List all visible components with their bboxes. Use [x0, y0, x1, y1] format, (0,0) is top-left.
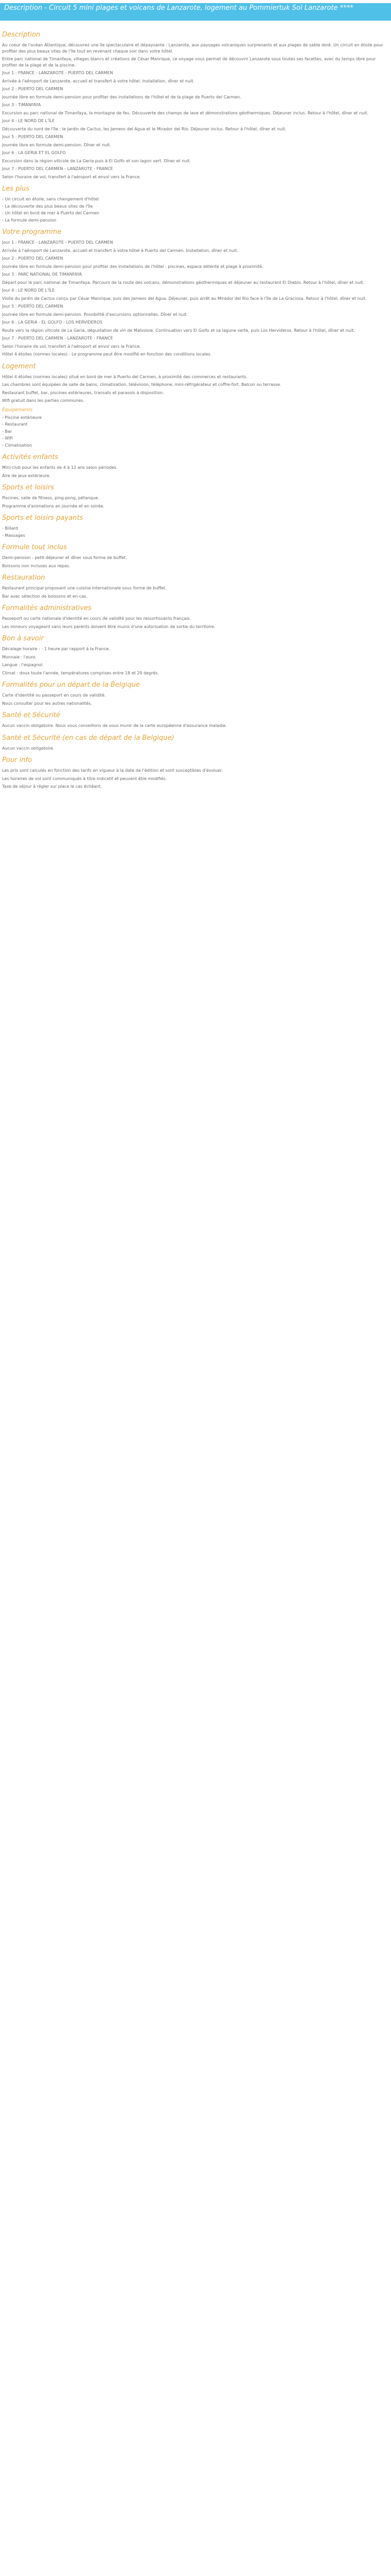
paragraph: Hôtel 4 étoiles (normes locales) situé en bord de mer à Puerto del Carmen, à proximité des commerces et restaurants. — [2, 374, 248, 379]
list-item: - Un circuit en étoile, sans changement d'hôtel — [2, 197, 99, 201]
section-title-sports-payants: Sports et loisirs payants — [2, 514, 83, 522]
list-item: - La formule demi-pension — [2, 217, 57, 223]
section-title-sante: Santé et Sécurité — [2, 711, 60, 719]
paragraph: Décalage horaire : - 1 heure par rapport à la France. — [2, 647, 110, 651]
list-item: - La découverte des plus beaux sites de l'île — [2, 204, 93, 209]
paragraph: Climat : doux toute l'année, températures comprises entre 18 et 29 degrés. — [2, 670, 159, 675]
section-title-bon-a-savoir: Bon à savoir — [2, 635, 44, 642]
paragraph: Visite du Jardin de Cactus conçu par César Manrique, puis des Jameos del Agua. Déjeuner, puis arrêt au Mirador del Río face à l'île de La Graciosa. Retour à l'hôtel, dîner et nuit. — [2, 296, 367, 301]
list-item: - Climatisation — [2, 443, 32, 448]
paragraph: Piscines, salle de fitness, ping-pong, pétanque. — [2, 496, 100, 500]
sante-belgique-body — [2, 745, 389, 752]
sante-body — [2, 723, 389, 729]
paragraph: Restaurant buffet, bar, piscines extérieures, transats et parasols à disposition. — [2, 390, 164, 395]
section-title-les-plus: Les plus — [2, 185, 30, 193]
formalites-belgique-body — [2, 692, 389, 706]
list-item: - Piscine extérieure — [2, 415, 42, 420]
section-title-activites: Activités enfants — [2, 453, 58, 461]
paragraph: Les chambres sont équipées de salle de bains, climatisation, télévision, téléphone, mini-réfrigérateur et coffre-fort. Balcon ou terrasse. — [2, 382, 282, 387]
section-title-programme: Votre programme — [2, 228, 62, 236]
restauration-body — [2, 585, 389, 599]
programme-note: Hôtel 4 étoiles (normes locales) - Le programme peut être modifié en fonction des conditions locales. — [2, 352, 212, 357]
paragraph: Jour 4 : LE NORD DE L'ÎLE — [2, 118, 55, 123]
paragraph: Selon l'horaire de vol, transfert à l'aéroport et envol vers la France. — [2, 344, 141, 349]
description-body — [2, 42, 389, 180]
section-title-equipements: Équipements — [2, 407, 33, 413]
equipements-list — [2, 415, 389, 449]
paragraph: Monnaie : l'euro. — [2, 654, 37, 659]
paragraph: Passeport ou carte nationale d'identité en cours de validité pour les ressortissants français. — [2, 616, 191, 621]
paragraph: Boissons non incluses aux repas. — [2, 563, 70, 568]
paragraph: Journée libre en formule demi-pension pour profiter des installations de l'hôtel et de la plage de Puerto del Carmen. — [2, 94, 241, 99]
paragraph: Route vers la région viticole de La Geria, dégustation de vin de Malvoisie. Continuation vers El Golfo et sa lagune verte, puis Los Hervideros. Retour à l'hôtel, dîner et nuit. — [2, 328, 355, 333]
logement-body — [2, 374, 389, 404]
paragraph: Arrivée à l'aéroport de Lanzarote, accueil et transfert à votre hôtel. Installation, dîner et nuit. — [2, 78, 194, 83]
paragraph: Mini-club pour les enfants de 4 à 12 ans selon périodes. — [2, 465, 118, 470]
paragraph: Journée libre en formule demi-pension pour profiter des installations de l'hôtel : piscines, espace détente et plage à proximité. — [2, 264, 264, 269]
section-title-description: Description — [2, 31, 41, 39]
sports-payants-list — [2, 526, 389, 538]
section-title-sante-belgique: Santé et Sécurité (en cas de départ de la Belgique) — [2, 734, 174, 742]
formalites-body — [2, 616, 389, 630]
paragraph: Jour 3 : TIMANFAYA — [2, 103, 41, 107]
paragraph: Jour 5 : PUERTO DEL CARMEN — [2, 134, 63, 139]
paragraph: Journée libre en formule demi-pension. Dîner et nuit. — [2, 142, 111, 147]
paragraph: Découverte du nord de l'île : le Jardin de Cactus, les Jameos del Agua et le Mirador del Río. Déjeuner inclus. Retour à l'hôtel, dîner et nuit. — [2, 126, 286, 131]
paragraph: Journée libre en formule demi-pension. Possibilité d'excursions optionnelles. Dîner et nuit. — [2, 312, 188, 317]
paragraph: Les mineurs voyageant sans leurs parents doivent être munis d'une autorisation de sortie du territoire. — [2, 624, 216, 629]
paragraph: Demi-pension : petit-déjeuner et dîner sous forme de buffet. — [2, 555, 127, 560]
section-title-pour-info: Pour info — [2, 756, 32, 764]
paragraph: Jour 6 : LA GERIA ET EL GOLFO — [2, 150, 66, 155]
paragraph: Jour 1 : FRANCE - LANZAROTE - PUERTO DEL CARMEN — [2, 71, 113, 75]
page-title: Description - Circuit 5 mini plages et volcans de Lanzarote, logement au Pommiertuk Sol Lanzarote **** — [4, 4, 353, 12]
paragraph: Langue : l'espagnol. — [2, 663, 44, 667]
pour-info-body — [2, 768, 389, 790]
paragraph: Restaurant principal proposant une cuisine internationale sous forme de buffet. — [2, 586, 167, 590]
section-title-sports: Sports et loisirs — [2, 484, 54, 492]
list-item: - Un hôtel en bord de mer à Puerto del Carmen — [2, 211, 100, 215]
paragraph: Wifi gratuit dans les parties communes. — [2, 398, 85, 403]
list-item: - Restaurant — [2, 422, 28, 427]
paragraph: Les prix sont calculés en fonction des tarifs en vigueur à la date de l'édition et sont susceptibles d'évoluer. — [2, 768, 223, 773]
section-title-formalites-belgique: Formalités pour un départ de la Belgique — [2, 681, 140, 689]
paragraph: Selon l'horaire de vol, transfert à l'aéroport et envol vers la France. — [2, 174, 141, 179]
formule-body — [2, 555, 389, 569]
content — [0, 26, 391, 792]
section-title-formule: Formule tout inclus — [2, 544, 67, 551]
paragraph: Excursion dans la région viticole de La Geria puis à El Golfo et son lagon vert. Dîner et nuit. — [2, 158, 191, 163]
paragraph: Aucun vaccin obligatoire. — [2, 745, 55, 751]
paragraph: Nous consulter pour les autres nationalités. — [2, 701, 92, 706]
paragraph: Jour 2 : PUERTO DEL CARMEN — [2, 87, 63, 91]
bon-a-savoir-body — [2, 646, 389, 676]
les-plus-list — [2, 196, 389, 223]
paragraph: Jour 3 : PARC NATIONAL DE TIMANFAYA — [2, 272, 82, 277]
paragraph: Programme d'animations en journée et en soirée. — [2, 503, 105, 509]
paragraph: Excursion au parc national de Timanfaya, la montagne de feu. Découverte des champs de lave et démonstrations géothermiques. Déjeuner inclus. Retour à l'hôtel, dîner et nuit. — [2, 110, 369, 115]
paragraph: Jour 7 : PUERTO DEL CARMEN - LANZAROTE - FRANCE — [2, 166, 113, 171]
list-item: - Massages — [2, 533, 25, 538]
programme-body — [2, 240, 389, 349]
paragraph: Aucun vaccin obligatoire. Nous vous conseillons de vous munir de la carte européenne d'assurance maladie. — [2, 723, 227, 728]
section-title-logement: Logement — [2, 362, 36, 370]
paragraph: Carte d'identité ou passeport en cours de validité. — [2, 693, 106, 698]
paragraph: Entre parc national de Timanfaya, villages blancs et créations de César Manrique, ce voyage vous permet de découvrir Lanzarote sous toutes ses facettes, avec du temps libre pour profiter de la plage et de la piscine. — [2, 57, 376, 67]
paragraph: Aire de jeux extérieure. — [2, 473, 51, 478]
activites-body — [2, 465, 389, 479]
paragraph: Jour 6 : LA GERIA - EL GOLFO - LOS HERVIDEROS — [2, 320, 103, 325]
title-bar — [0, 3, 391, 21]
paragraph: Jour 1 : FRANCE - LANZAROTE - PUERTO DEL CARMEN — [2, 240, 113, 245]
paragraph: Bar avec sélection de boissons et en-cas. — [2, 594, 88, 599]
section-title-restauration: Restauration — [2, 574, 45, 582]
sports-body — [2, 495, 389, 509]
paragraph: Jour 5 : PUERTO DEL CARMEN — [2, 304, 63, 309]
paragraph: Taxe de séjour à régler sur place le cas échéant. — [2, 784, 102, 789]
list-item: - Bar — [2, 429, 12, 434]
list-item: - Wifi — [2, 436, 13, 440]
paragraph: Jour 7 : PUERTO DEL CARMEN - LANZAROTE - FRANCE — [2, 336, 113, 341]
paragraph: Les horaires de vol sont communiqués à titre indicatif et peuvent être modifiés. — [2, 776, 167, 781]
paragraph: Arrivée à l'aéroport de Lanzarote, accueil et transfert à votre hôtel à Puerto del Carmen. Installation, dîner et nuit. — [2, 248, 238, 253]
paragraph: Au coeur de l'océan Atlantique, découvrez une île spectaculaire et dépaysante : Lanzarote, aux paysages volcaniques surprenants et aux plages de sable doré. Un circuit en étoile pour profiter des plus beaux sites de l'île tout en revenant chaque soir dans votre hôtel. — [2, 43, 383, 54]
section-title-formalites: Formalités administratives — [2, 604, 92, 612]
list-item: - Billard — [2, 526, 18, 531]
paragraph: Jour 4 : LE NORD DE L'ÎLE — [2, 288, 55, 293]
paragraph: Départ pour le parc national de Timanfaya. Parcours de la route des volcans, démonstrations géothermiques et déjeuner au restaurant El Diablo. Retour à l'hôtel, dîner et nuit. — [2, 280, 365, 285]
paragraph: Jour 2 : PUERTO DEL CARMEN — [2, 256, 63, 261]
